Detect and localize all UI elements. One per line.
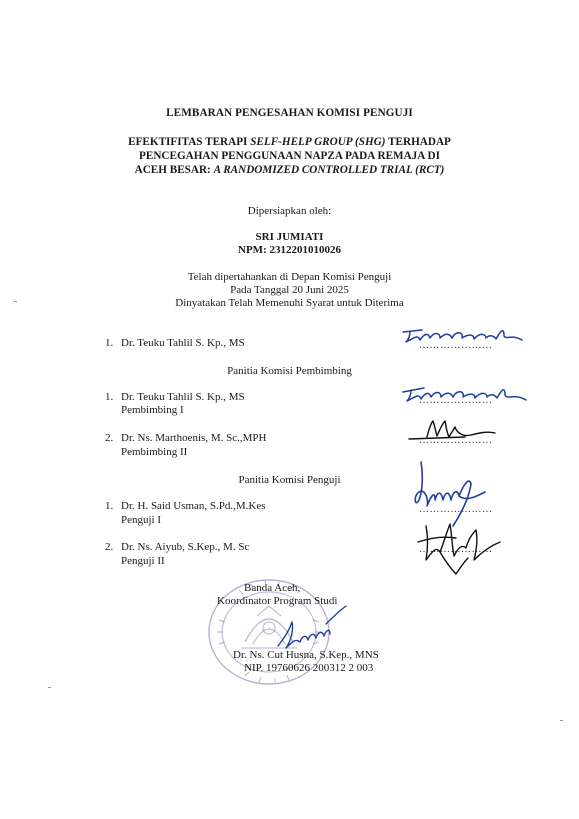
supervisor-1-signature-line: ………………… xyxy=(419,395,493,406)
scan-mark xyxy=(48,687,51,688)
coordinator-signature xyxy=(268,602,358,657)
chair-signature xyxy=(398,322,528,352)
closing-city: Banda Aceh, xyxy=(244,582,301,594)
closing-position: Koordinator Program Studi xyxy=(217,595,338,607)
examiner-2-role: Penguji II xyxy=(121,555,165,567)
supervisor-1-name: Dr. Teuku Tahlil S. Kp., MS xyxy=(121,391,245,403)
supervisor-2-name: Dr. Ns. Marthoenis, M. Sc.,MPH xyxy=(121,432,267,444)
coordinator-name: Dr. Ns. Cut Husna, S.Kep., MNS xyxy=(233,649,379,661)
chair-name: Dr. Teuku Tahlil S. Kp., MS xyxy=(121,337,245,349)
supervisor-2-number: 2. xyxy=(105,432,114,444)
supervisor-1-signature xyxy=(398,378,533,408)
defense-line-1: Telah dipertahankan di Depan Komisi Penguji xyxy=(187,271,392,283)
supervisor-2-signature xyxy=(405,415,500,445)
supervisor-1-number: 1. xyxy=(105,391,114,403)
thesis-title-line-1: EFEKTIFITAS TERAPI SELF-HELP GROUP (SHG) TERHADAP xyxy=(128,136,451,148)
examiner-2-signature xyxy=(410,512,510,582)
prepared-by-label: Dipersiapkan oleh: xyxy=(247,205,332,217)
examiner-1-role: Penguji I xyxy=(121,514,162,526)
examiner-2-signature-line: ………………… xyxy=(419,544,493,555)
coordinator-nip: NIP. 19760626 200312 2 003 xyxy=(244,662,374,674)
defense-line-2: Pada Tanggal 20 Juni 2025 xyxy=(230,284,349,296)
scan-mark xyxy=(560,720,563,721)
page-heading: LEMBARAN PENGESAHAN KOMISI PENGUJI xyxy=(166,107,413,119)
author-npm: NPM: 2312201010026 xyxy=(238,244,341,256)
supervisor-2-signature-line: ………………… xyxy=(419,435,493,446)
supervisor-1-role: Pembimbing I xyxy=(121,404,184,416)
chair-signature-line: ………………… xyxy=(419,340,493,351)
examiner-1-number: 1. xyxy=(105,500,114,512)
defense-line-3: Dinyatakan Telah Memenuhi Syarat untuk Diterima xyxy=(175,297,404,309)
supervisor-2-role: Pembimbing II xyxy=(121,446,188,458)
scan-mark xyxy=(14,301,17,302)
chair-number: 1. xyxy=(105,337,114,349)
examiner-1-name: Dr. H. Said Usman, S.Pd.,M.Kes xyxy=(121,500,266,512)
author-name: SRI JUMIATI xyxy=(255,231,324,243)
supervisors-heading: Panitia Komisi Pembimbing xyxy=(227,365,352,377)
examiner-1-signature-line: ………………… xyxy=(419,504,493,515)
examiner-2-number: 2. xyxy=(105,541,114,553)
thesis-title-line-3: ACEH BESAR: A RANDOMIZED CONTROLLED TRIAL (RCT) xyxy=(134,164,445,176)
examiner-2-name: Dr. Ns. Aiyub, S.Kep., M. Sc xyxy=(121,541,250,553)
thesis-title-line-2: PENCEGAHAN PENGGUNAAN NAPZA PADA REMAJA DI xyxy=(139,150,440,162)
examiners-heading: Panitia Komisi Penguji xyxy=(238,474,341,486)
